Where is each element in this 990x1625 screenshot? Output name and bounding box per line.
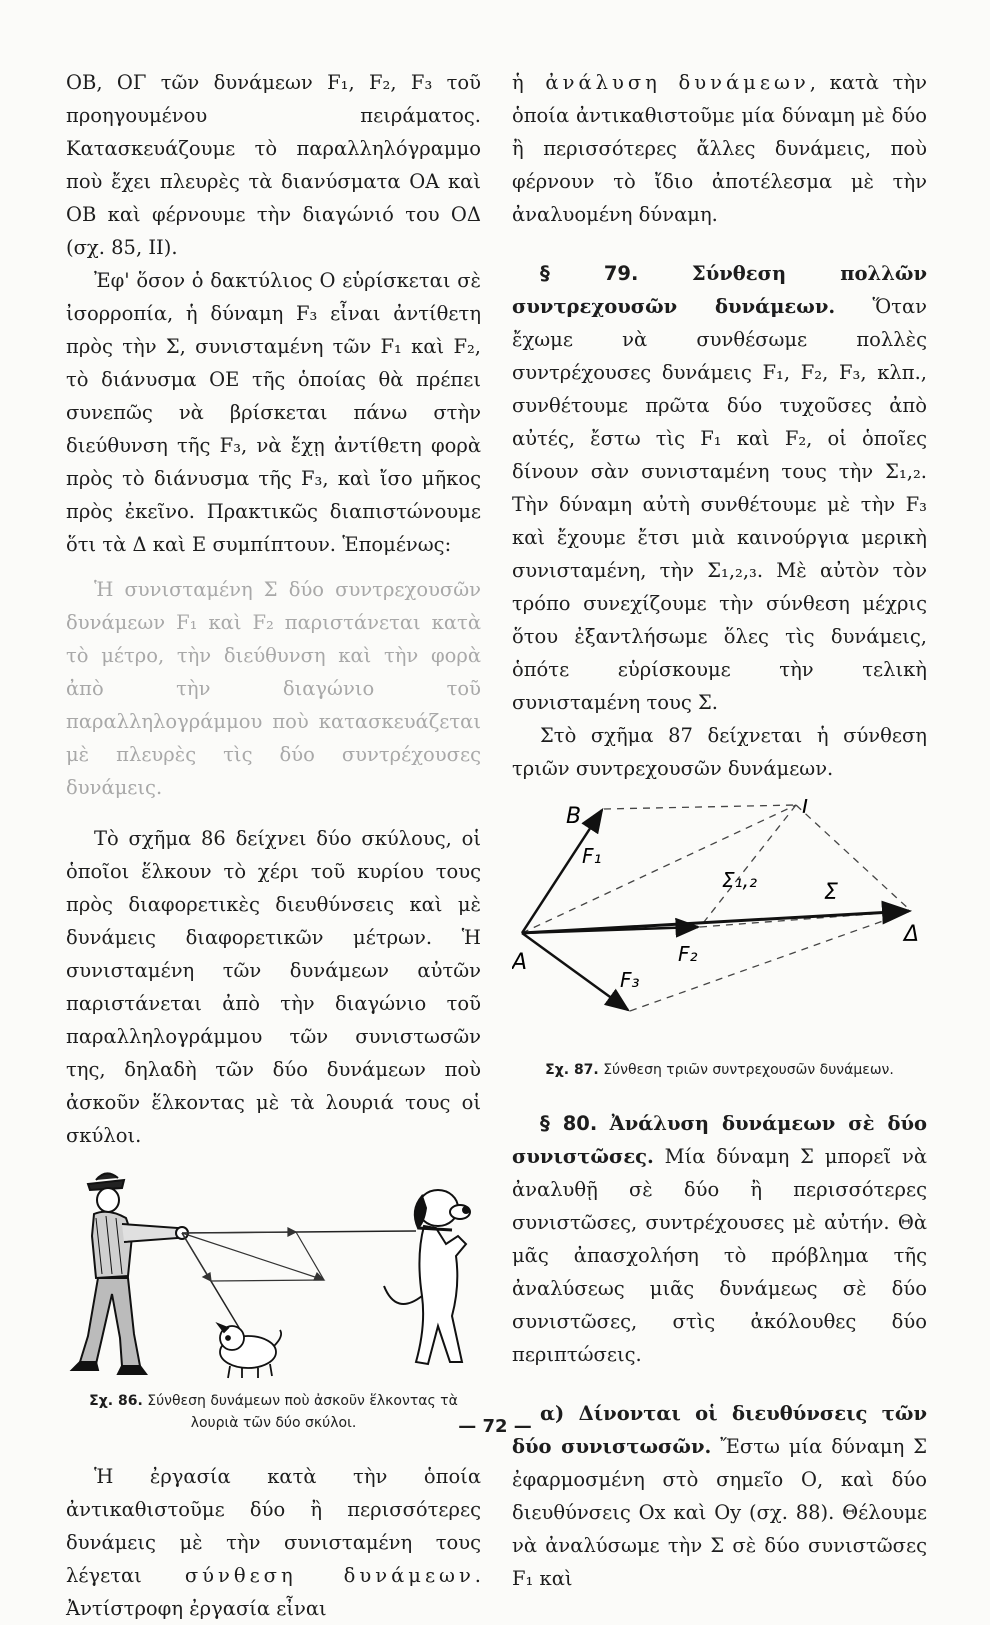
paragraph-analysis <box>512 66 927 231</box>
synthesis-text-c: . Ἀντίστροφη ἐργασία εἶναι <box>66 1564 481 1620</box>
synthesis-term: σύνθεση δυνάμεων <box>184 1564 475 1587</box>
vector-sigma <box>522 911 909 933</box>
figure-87-caption <box>512 1059 927 1081</box>
label-G: Γ <box>802 799 815 819</box>
figure-86-label: Σχ. 86. <box>89 1393 143 1409</box>
section-79-number: § 79. <box>540 262 639 285</box>
left-column <box>66 66 481 1625</box>
paragraph-synthesis <box>66 1460 481 1625</box>
section-79-text: Ὅταν ἔχωμε νὰ συνθέσωμε πολλὲς συντρέχουσες δυνάμεις F₁, F₂, F₃, κλπ., συνθέτουμε πρῶτα δύο τυχοῦσες ἀπὸ αὐτές, ἔστω τὶς F₁ καὶ F₂, οἱ ὁποῖες δίνουν σὰν συνισταμένη τους τὴν Σ₁,₂. Τὴν δύναμη αὐτὴ συνθέτουμε μὲ τὴν F₃ καὶ ἔχουμε ἔτσι μιὰ καινούργια μερικὴ συνισταμένη, τὴν Σ₁,₂,₃. Μὲ αὐτὸν τὸν τρόπο συνεχίζουμε τὴν σύνθεση μέχρις ὅτου ἐξαντλήσωμε ὅλες τὶς δυνάμεις, ὁπότε εὑρίσκουμε τὴν τελικὴ συνισταμένη τους Σ. <box>512 295 927 714</box>
paragraph-equilibrium: Ἐφ' ὅσον ὁ δακτύλιος Ο εὑρίσκεται σὲ ἰσορροπία, ἡ δύναμη F₃ εἶναι ἀντίθετη πρὸς τὴν Σ, συνισταμένη τῶν F₁ καὶ F₂, τὸ διάνυσμα ΟΕ τῆς ὁποίας θὰ πρέπει συνεπῶς νὰ βρίσκεται πάνω στὴν διεύθυνση τῆς F₃, νὰ ἔχῃ ἀντίθετη φορὰ πρὸς τὸ διάνυσμα τῆς F₃, καὶ ἴσο μῆκος πρὸς ἐκεῖνο. Πρακτικῶς διαπιστώνουμε ὅτι τὰ Δ καὶ Ε συμπίπτουν. Ἑπομένως: <box>66 269 481 556</box>
analysis-text: , κατὰ τὴν ὁποία ἀντικαθιστοῦμε μία δύναμη μὲ δύο ἢ περισσότερες ἄλλες δυνάμεις, ποὺ φέρνουν τὸ ἴδιο ἀποτέλεσμα μὲ τὴν ἀναλυομένη δύναμη. <box>512 71 928 226</box>
small-dog <box>218 1324 281 1378</box>
figure-87 <box>512 799 927 1049</box>
rule-parallelogram: Ἡ συνισταμένη Σ δύο συντρεχουσῶν δυνάμεων F₁ καὶ F₂ παριστάνεται κατὰ τὸ μέτρο, τὴν διεύθυνση καὶ τὴν φορὰ ἀπὸ τὴν διαγώνιο τοῦ παραλληλογράμμου ποὺ κατασκευάζεται μὲ πλευρὲς τὶς δύο συντρέχουσες δυνάμεις. <box>66 578 481 799</box>
section-80-text: Μία δύναμη Σ μπορεῖ νὰ ἀναλυθῇ σὲ δύο ἢ περισσότερες συνιστῶσες, συντρέχουσες μὲ αὐτήν. Θὰ μᾶς ἀπασχολήση τὸ πρόβλημα τῆς ἀναλύσεως μιᾶς δυνάμεως σὲ δύο συνιστῶσες, στὶς ἀκόλουθες δύο περιπτώσεις. <box>512 1145 927 1366</box>
big-dog <box>384 1190 470 1364</box>
figure-87-caption-text: Σύνθεση τριῶν συντρεχουσῶν δυνάμεων. <box>603 1062 894 1078</box>
subsection-a-text: Ἔστω μία δύναμη Σ ἐφαρμοσμένη στὸ σημεῖο Ο, καὶ δύο διευθύνσεις Οx καὶ Οy (σχ. 88). Θέλουμε νὰ ἀναλύσωμε τὴν Σ σὲ δύο συνιστῶσες F₁ καὶ <box>512 1435 927 1590</box>
vector-diagram <box>512 799 927 1049</box>
figure-87-label: Σχ. 87. <box>545 1062 599 1078</box>
page-number: — 72 — <box>458 1416 532 1437</box>
dashed-construction-lines <box>522 805 911 1011</box>
analysis-term: ἡ ἀνάλυση δυνάμεων <box>512 71 810 94</box>
label-S12: Σ₁,₂ <box>722 868 758 892</box>
label-F2: F₂ <box>678 942 698 966</box>
section-79-title: Σύνθεση πολλῶν συντρεχουσῶν δυνάμεων. <box>512 262 927 318</box>
label-D: Δ <box>904 922 920 947</box>
label-B: B <box>566 804 582 829</box>
vector-f3 <box>522 933 628 1010</box>
section-80-number: § 80. <box>540 1112 598 1135</box>
label-A: A <box>512 950 528 975</box>
section-80-title: Ἀνάλυση δυνάμεων σὲ δύο συνιστῶσες. <box>512 1112 927 1168</box>
synthesis-text-a: Ἡ ἐργασία κατὰ τὴν ὁποία ἀντικαθιστοῦμε δύο ἢ περισσότερες δυνάμεις μὲ τὴν συνισταμένη τους λέγεται <box>66 1465 481 1587</box>
paragraph-dogs: Τὸ σχῆμα 86 δείχνει δύο σκύλους, οἱ ὁποῖοι ἕλκουν τὸ χέρι τοῦ κυρίου τους πρὸς διαφορετικὲς διευθύνσεις καὶ μὲ δυνάμεις διαφορετικῶν μέτρων. Ἡ συνισταμένη τῶν δυνάμεων αὐτῶν παριστάνεται ἀπὸ τὴν διαγώνιο τοῦ παραλληλογράμμου τῶν συνιστωσῶν της, δηλαδὴ τῶν δύο δυνάμεων ποὺ ἀσκοῦν ἕλκοντας μὲ τὰ λουριά τους οἱ σκύλοι. <box>66 827 481 1147</box>
figure-86-caption-text: Σύνθεση δυνάμεων ποὺ ἀσκοῦν ἕλκοντας τὰ λουριὰ τῶν δύο σκύλοι. <box>147 1393 458 1431</box>
force-parallelogram <box>182 1228 324 1281</box>
paragraph-continuation: ΟΒ, ΟΓ τῶν δυνάμεων F₁, F₂, F₃ τοῦ προηγουμένου πειράματος. Κατασκευάζουμε τὸ παραλληλόγραμμο ποὺ ἔχει πλευρὲς τὰ διανύσματα ΟΑ καὶ ΟΒ καὶ φέρνουμε τὴν διαγώνιό του ΟΔ (σχ. 85, ΙΙ). <box>66 71 481 259</box>
paragraph-fig87-ref: Στὸ σχῆμα 87 δείχνεται ἡ σύνθεση τριῶν συντρεχουσῶν δυνάμεων. <box>512 724 927 780</box>
right-column <box>512 66 927 1595</box>
label-F3: F₃ <box>620 968 640 992</box>
subsection-a-title: α) Δίνονται οἱ διευθύνσεις τῶν δύο συνιστωσῶν. <box>512 1402 927 1458</box>
section-80 <box>512 1107 927 1371</box>
section-79 <box>512 257 927 719</box>
dogs-illustration <box>66 1166 481 1386</box>
force-vectors <box>522 810 909 1010</box>
label-S: Σ <box>824 880 838 905</box>
man-figure <box>72 1173 188 1374</box>
figure-86 <box>66 1166 481 1386</box>
label-F1: F₁ <box>582 844 602 868</box>
